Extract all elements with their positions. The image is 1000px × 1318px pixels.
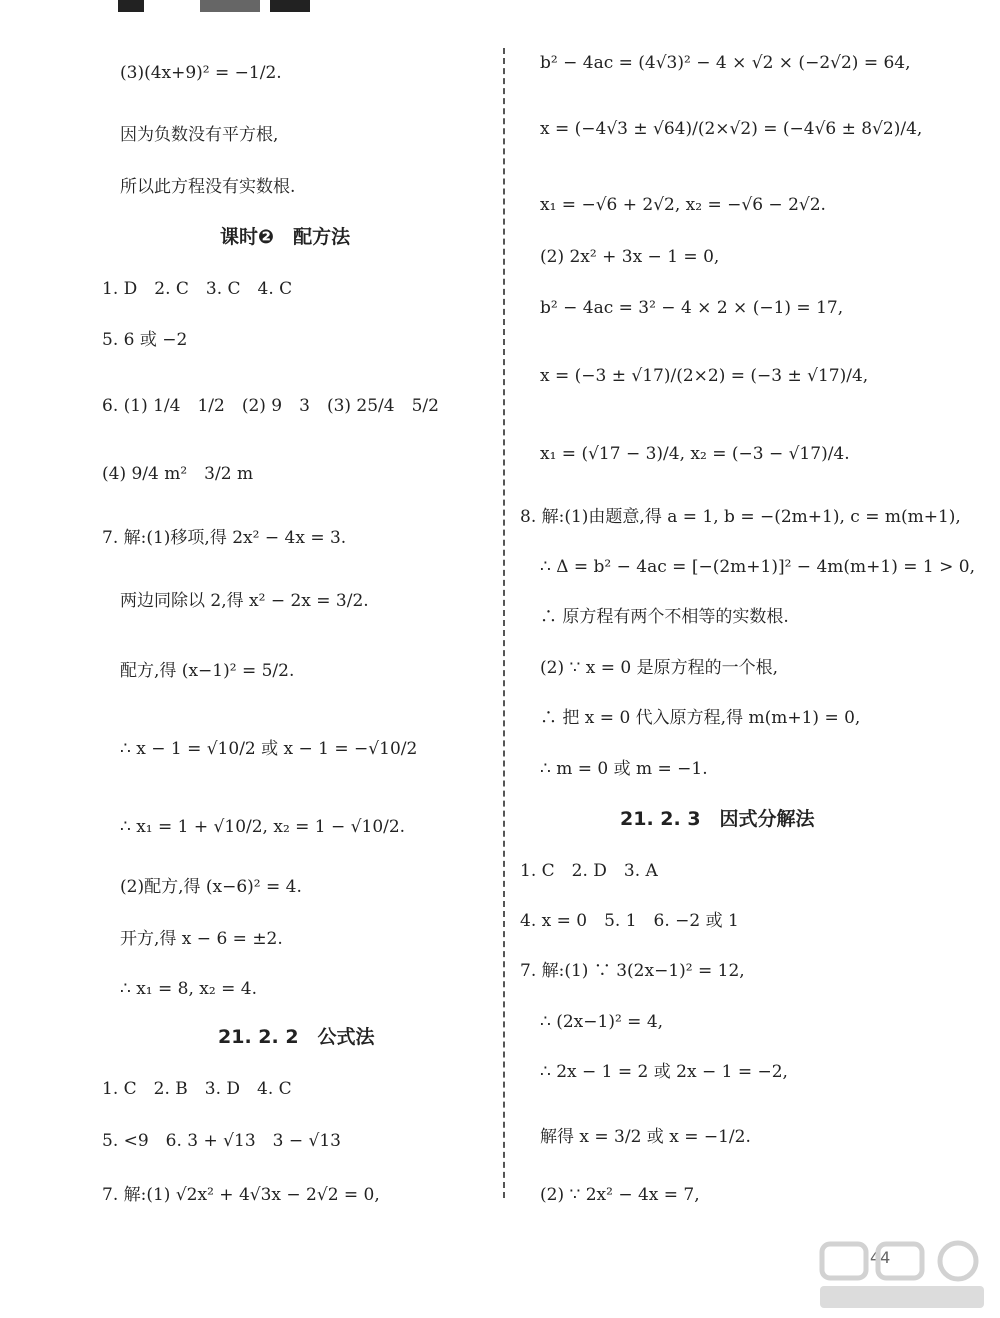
left-line: ∴ x₁ = 1 + √10/2, x₂ = 1 − √10/2. <box>120 817 406 837</box>
left-line: (4) 9/4 m² 3/2 m <box>102 464 254 484</box>
right-line: (2) 2x² + 3x − 1 = 0, <box>540 247 720 267</box>
left-line: ∴ x − 1 = √10/2 或 x − 1 = −√10/2 <box>120 739 418 759</box>
page-number: 44 <box>870 1248 891 1267</box>
left-line: 1. C 2. B 3. D 4. C <box>102 1079 292 1099</box>
right-line: ∴ 原方程有两个不相等的实数根. <box>540 607 789 627</box>
left-line: (3)(4x+9)² = −1/2. <box>120 63 282 83</box>
right-line: 1. C 2. D 3. A <box>520 861 658 881</box>
left-line: 两边同除以 2,得 x² − 2x = 3/2. <box>120 591 369 611</box>
right-line: (2) ∵ x = 0 是原方程的一个根, <box>540 658 778 678</box>
left-line: 配方,得 (x−1)² = 5/2. <box>120 661 295 681</box>
left-line: 5. <9 6. 3 + √13 3 − √13 <box>102 1131 341 1151</box>
right-line: 解得 x = 3/2 或 x = −1/2. <box>540 1127 751 1147</box>
watermark-logo-icon <box>812 1238 992 1314</box>
right-line: ∴ 2x − 1 = 2 或 2x − 1 = −2, <box>540 1062 788 1082</box>
left-line: 因为负数没有平方根, <box>120 125 279 145</box>
left-line: 开方,得 x − 6 = ±2. <box>120 929 283 949</box>
right-line: 4. x = 0 5. 1 6. −2 或 1 <box>520 911 739 931</box>
left-line: 1. D 2. C 3. C 4. C <box>102 279 293 299</box>
right-line: b² − 4ac = (4√3)² − 4 × √2 × (−2√2) = 64, <box>540 53 911 73</box>
left-line: 7. 解:(1)移项,得 2x² − 4x = 3. <box>102 528 347 548</box>
right-line: x = (−3 ± √17)/(2×2) = (−3 ± √17)/4, <box>540 366 869 386</box>
left-line: 所以此方程没有实数根. <box>120 177 296 197</box>
right-line: ∴ 把 x = 0 代入原方程,得 m(m+1) = 0, <box>540 708 861 728</box>
right-line: b² − 4ac = 3² − 4 × 2 × (−1) = 17, <box>540 298 844 318</box>
right-line: ∴ m = 0 或 m = −1. <box>540 759 708 779</box>
left-line: ∴ x₁ = 8, x₂ = 4. <box>120 979 257 999</box>
right-line: 7. 解:(1) ∵ 3(2x−1)² = 12, <box>520 961 745 981</box>
section-heading: 21. 2. 2 公式法 <box>218 1026 375 1048</box>
right-line: ∴ Δ = b² − 4ac = [−(2m+1)]² − 4m(m+1) = 1 > 0, <box>540 557 975 577</box>
header-mark <box>110 0 340 14</box>
left-line: 7. 解:(1) √2x² + 4√3x − 2√2 = 0, <box>102 1185 380 1205</box>
right-line: ∴ (2x−1)² = 4, <box>540 1012 664 1032</box>
right-line: x₁ = −√6 + 2√2, x₂ = −√6 − 2√2. <box>540 195 826 215</box>
section-heading: 课时❷ 配方法 <box>220 226 351 248</box>
left-line: 6. (1) 1/4 1/2 (2) 9 3 (3) 25/4 5/2 <box>102 396 439 416</box>
section-heading: 21. 2. 3 因式分解法 <box>620 808 815 830</box>
right-line: (2) ∵ 2x² − 4x = 7, <box>540 1185 700 1205</box>
right-line: x₁ = (√17 − 3)/4, x₂ = (−3 − √17)/4. <box>540 444 850 464</box>
right-line: 8. 解:(1)由题意,得 a = 1, b = −(2m+1), c = m(m+1), <box>520 507 961 527</box>
right-line: x = (−4√3 ± √64)/(2×√2) = (−4√6 ± 8√2)/4, <box>540 119 923 139</box>
column-divider <box>503 48 505 1198</box>
left-line: (2)配方,得 (x−6)² = 4. <box>120 877 302 897</box>
left-line: 5. 6 或 −2 <box>102 330 188 350</box>
